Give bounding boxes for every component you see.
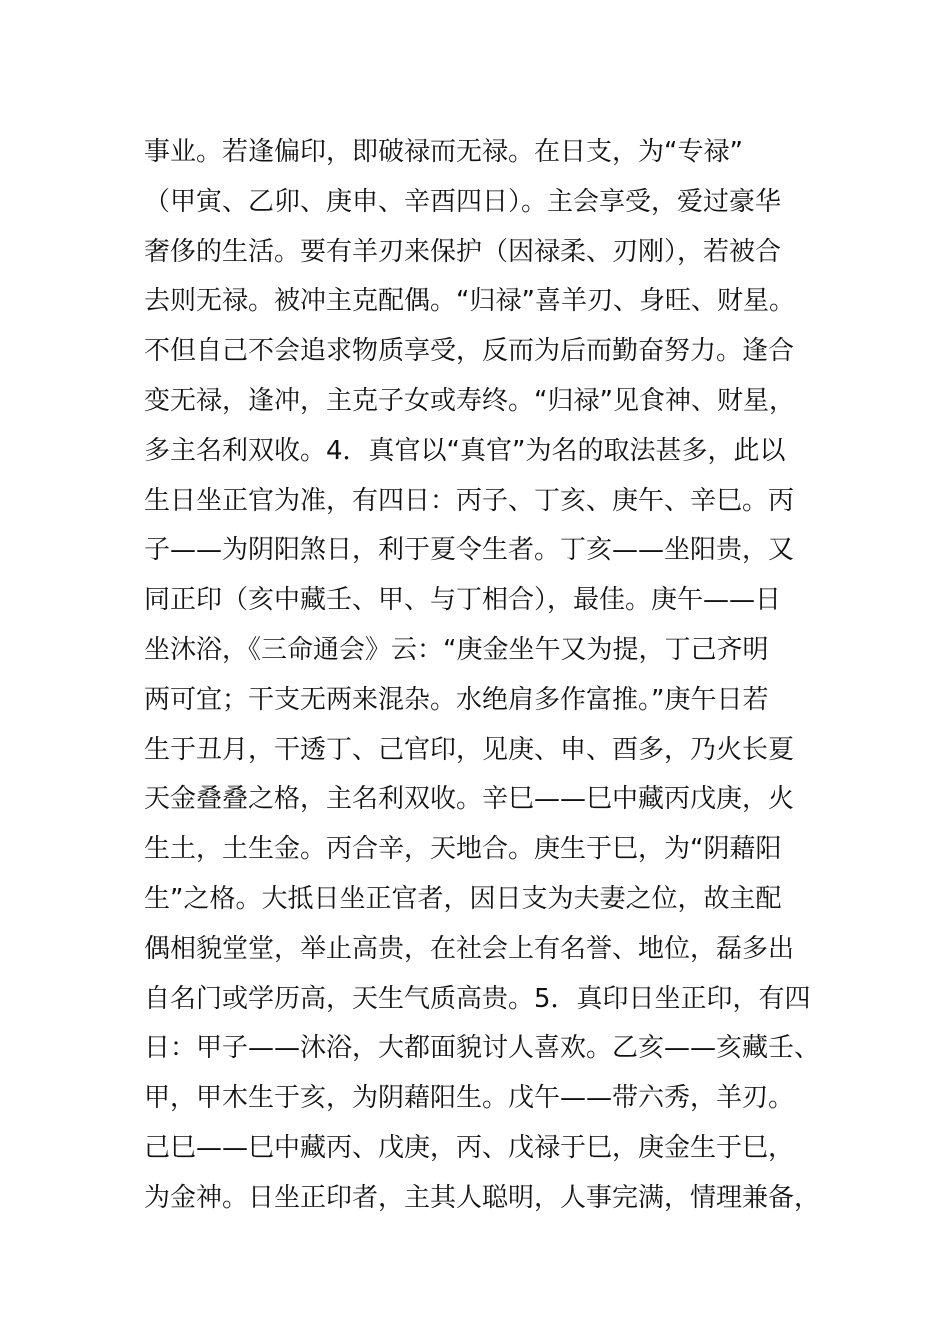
- text-line: 生日坐正官为准，有四日：丙子、丁亥、庚午、辛巳。丙: [144, 485, 795, 516]
- text-line: 生”之格。大抵日坐正官者，因日支为夫妻之位，故主配: [144, 883, 782, 914]
- text-line: 不但自己不会追求物质享受，反而为后而勤奋努力。逢合: [144, 336, 795, 367]
- text-line: 为金神。日坐正印者，主其人聪明，人事完满，情理兼备，: [144, 1182, 821, 1213]
- text-line: 生土，土生金。丙合辛，天地合。庚生于巳，为“阴藉阳: [144, 834, 782, 865]
- text-line: 天金叠叠之格，主名利双收。辛巳——巳中藏丙戊庚，火: [144, 784, 795, 815]
- text-line: 同正印（亥中藏壬、甲、与丁相合），最佳。庚午——日: [144, 585, 782, 616]
- text-line: 变无禄，逢冲，主克子女或寿终。“归禄”见食神、财星，: [144, 385, 795, 416]
- text-line: 多主名利双收。4．真官以“真官”为名的取法甚多，此以: [144, 435, 786, 466]
- text-line: 日：甲子——沐浴，大都面貌讨人喜欢。乙亥——亥藏壬、: [144, 1033, 821, 1064]
- text-line: 事业。若逢偏印，即破禄而无禄。在日支，为“专禄”: [144, 137, 743, 167]
- body-text: [144, 128, 824, 1224]
- text-line: 两可宜；干支无两来混杂。水绝肩多作富推。”庚午日若: [144, 684, 769, 715]
- text-line: 子——为阴阳煞日，利于夏令生者。丁亥——坐阳贵，又: [144, 535, 795, 566]
- text-line: （甲寅、乙卯、庚申、辛酉四日）。主会享受，爱过豪华: [144, 186, 782, 217]
- text-line: 偶相貌堂堂，举止高贵，在社会上有名誉、地位，磊多出: [144, 933, 795, 964]
- text-line: 坐沐浴，《三命通会》云：“庚金坐午又为提，丁己齐明: [144, 634, 769, 665]
- text-line: 自名门或学历高，天生气质高贵。5．真印日坐正印，有四: [144, 983, 811, 1014]
- text-line: 去则无禄。被冲主克配偶。“归禄”喜羊刃、身旺、财星。: [144, 286, 795, 317]
- text-line: 己巳——巳中藏丙、戊庚，丙、戊禄于巳，庚金生于巳，: [144, 1132, 795, 1163]
- text-line: 奢侈的生活。要有羊刃来保护（因禄柔、刃刚），若被合: [144, 236, 782, 267]
- text-line: 生于丑月，干透丁、己官印，见庚、申、酉多，乃火长夏: [144, 734, 795, 765]
- text-line: 甲，甲木生于亥，为阴藉阳生。戊午——带六秀，羊刃。: [144, 1083, 795, 1114]
